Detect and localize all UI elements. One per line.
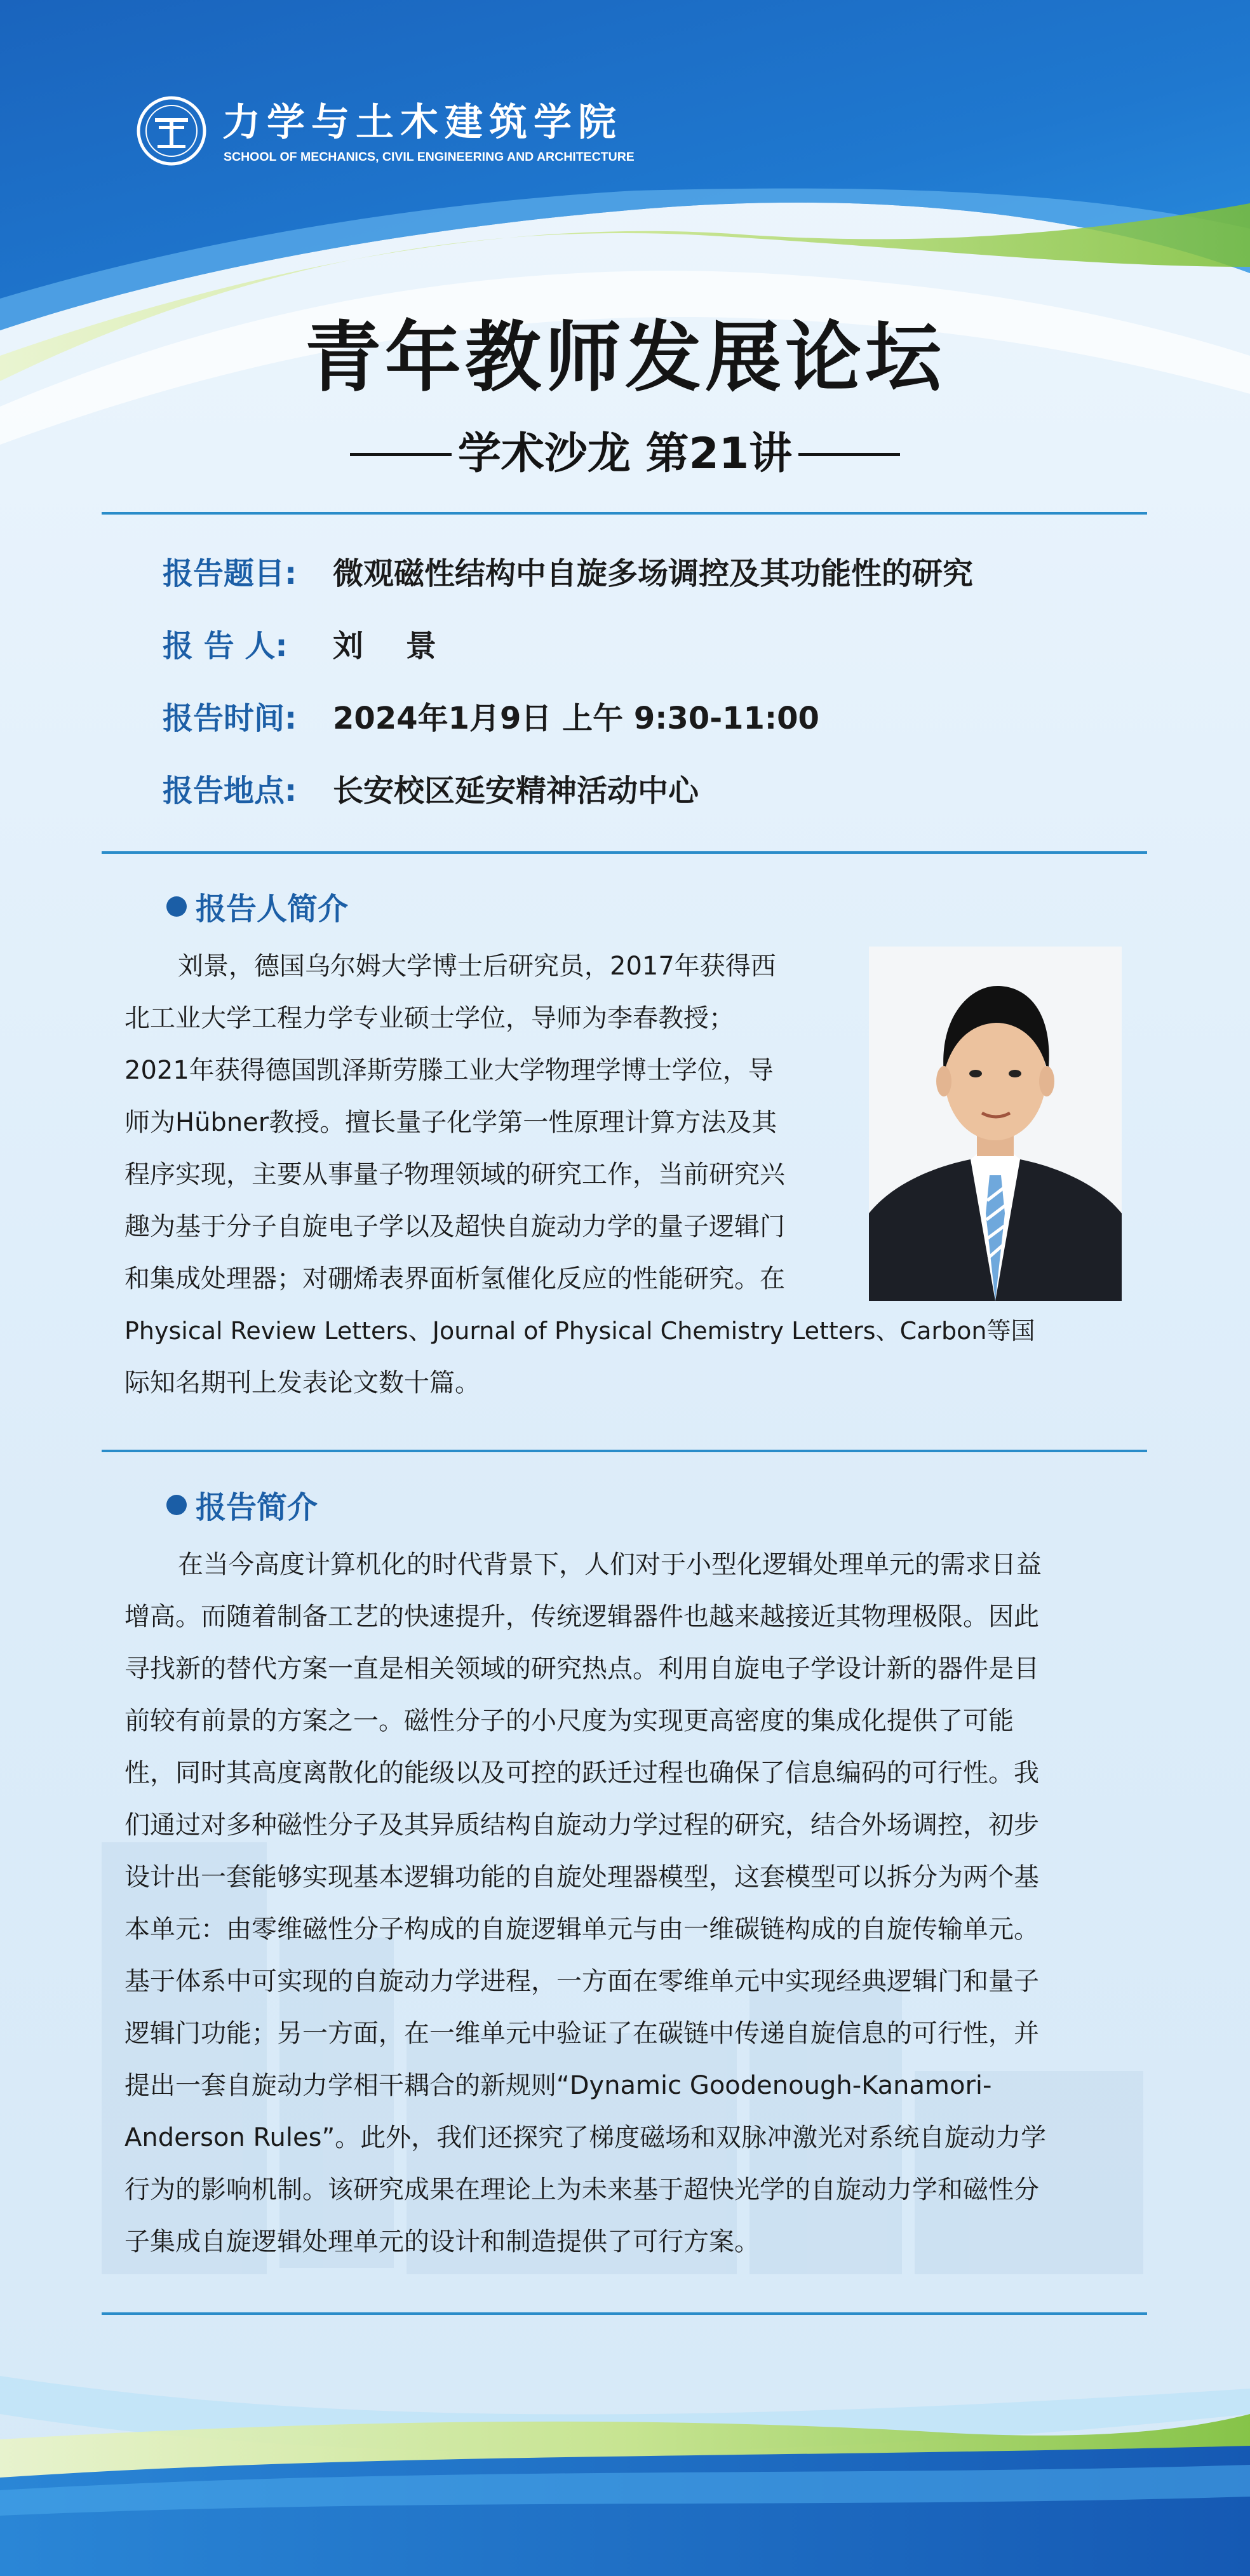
abstract-line: 提出一套自旋动力学相干耦合的新规则“Dynamic Goodenough-Kanamori- <box>124 2071 992 2100</box>
bio-line: 和集成处理器；对硼烯表界面析氢催化反应的性能研究。在 <box>124 1264 785 1293</box>
bio-line: 际知名期刊上发表论文数十篇。 <box>124 1368 480 1398</box>
abstract-line: 本单元：由零维磁性分子构成的自旋逻辑单元与由一维碳链构成的自旋传输单元。 <box>124 1915 1039 1944</box>
abstract-line: 性，同时其高度离散化的能级以及可控的跃迁过程也确保了信息编码的可行性。我 <box>124 1758 1039 1788</box>
abstract-line: 前较有前景的方案之一。磁性分子的小尺度为实现更高密度的集成化提供了可能 <box>124 1706 1014 1736</box>
school-logo-icon <box>136 95 207 166</box>
info-label: 报告地点: <box>163 772 297 809</box>
bio-line: Physical Review Letters、Journal of Physical Chemistry Letters、Carbon等国 <box>124 1317 1035 1345</box>
info-row-venue <box>163 762 699 813</box>
section-heading-speaker <box>166 884 348 928</box>
bullet-icon <box>166 1495 187 1515</box>
info-value: 刘 景 <box>333 628 436 664</box>
info-row-speaker <box>163 617 436 668</box>
info-label: 报 告 人: <box>163 628 288 664</box>
divider <box>102 512 1147 515</box>
bio-line: 师为Hübner教授。擅长量子化学第一性原理计算方法及其 <box>124 1108 777 1137</box>
info-row-time <box>163 690 819 741</box>
bio-line: 刘景，德国乌尔姆大学博士后研究员，2017年获得西 <box>178 952 776 981</box>
abstract-line: 设计出一套能够实现基本逻辑功能的自旋处理器模型，这套模型可以拆分为两个基 <box>124 1863 1039 1892</box>
section-heading-text: 报告人简介 <box>196 891 349 927</box>
page-title: 青年教师发展论坛 <box>305 313 945 402</box>
bio-line: 北工业大学工程力学专业硕士学位，导师为李春教授； <box>124 1004 734 1033</box>
subtitle-dash-right <box>798 453 900 456</box>
school-name-cn: 力学与土木建筑学院 <box>222 100 622 145</box>
abstract-line: 子集成自旋逻辑处理单元的设计和制造提供了可行方案。 <box>124 2227 760 2256</box>
section-heading-abstract <box>166 1483 318 1527</box>
subtitle-dash-left <box>350 453 452 456</box>
speaker-bio-cont <box>124 1305 1122 1409</box>
divider <box>102 2312 1147 2315</box>
info-value: 微观磁性结构中自旋多场调控及其功能性的研究 <box>333 555 974 591</box>
abstract-line: 逻辑门功能；另一方面，在一维单元中验证了在碳链中传递自旋信息的可行性，并 <box>124 2019 1039 2048</box>
abstract-line: 行为的影响机制。该研究成果在理论上为未来基于超快光学的自旋动力学和磁性分 <box>124 2175 1039 2204</box>
divider <box>102 851 1147 854</box>
abstract-line: 们通过对多种磁性分子及其异质结构自旋动力学过程的研究，结合外场调控，初步 <box>124 1811 1039 1840</box>
info-value: 2024年1月9日 上午 9:30-11:00 <box>333 700 819 736</box>
info-label: 报告时间: <box>163 700 297 736</box>
bullet-icon <box>166 896 187 917</box>
speaker-bio <box>124 940 843 1305</box>
abstract-line: 在当今高度计算机化的时代背景下，人们对于小型化逻辑处理单元的需求日益 <box>178 1550 1042 1579</box>
abstract-text <box>124 1539 1122 2268</box>
bio-line: 程序实现，主要从事量子物理领域的研究工作，当前研究兴 <box>124 1160 785 1189</box>
subtitle-row <box>0 426 1250 483</box>
divider <box>102 1450 1147 1452</box>
info-row-topic <box>163 545 973 596</box>
subtitle: 学术沙龙 第21讲 <box>457 429 793 479</box>
info-value: 长安校区延安精神活动中心 <box>333 772 699 809</box>
section-heading-text: 报告简介 <box>196 1490 318 1525</box>
info-label: 报告题目: <box>163 555 297 591</box>
abstract-line: 增高。而随着制备工艺的快速提升，传统逻辑器件也越来越接近其物理极限。因此 <box>124 1602 1039 1631</box>
bio-line: 2021年获得德国凯泽斯劳滕工业大学物理学博士学位，导 <box>124 1056 774 1085</box>
school-name-en: SCHOOL OF MECHANICS, CIVIL ENGINEERING AND ARCHITECTURE <box>224 150 635 164</box>
bio-line: 趣为基于分子自旋电子学以及超快自旋动力学的量子逻辑门 <box>124 1212 785 1241</box>
abstract-line: 基于体系中可实现的自旋动力学进程，一方面在零维单元中实现经典逻辑门和量子 <box>124 1967 1039 1996</box>
abstract-line: 寻找新的替代方案一直是相关领域的研究热点。利用自旋电子学设计新的器件是目 <box>124 1654 1039 1683</box>
abstract-line: Anderson Rules”。此外，我们还探究了梯度磁场和双脉冲激光对系统自旋动力学 <box>124 2123 1047 2152</box>
speaker-photo <box>869 947 1122 1301</box>
